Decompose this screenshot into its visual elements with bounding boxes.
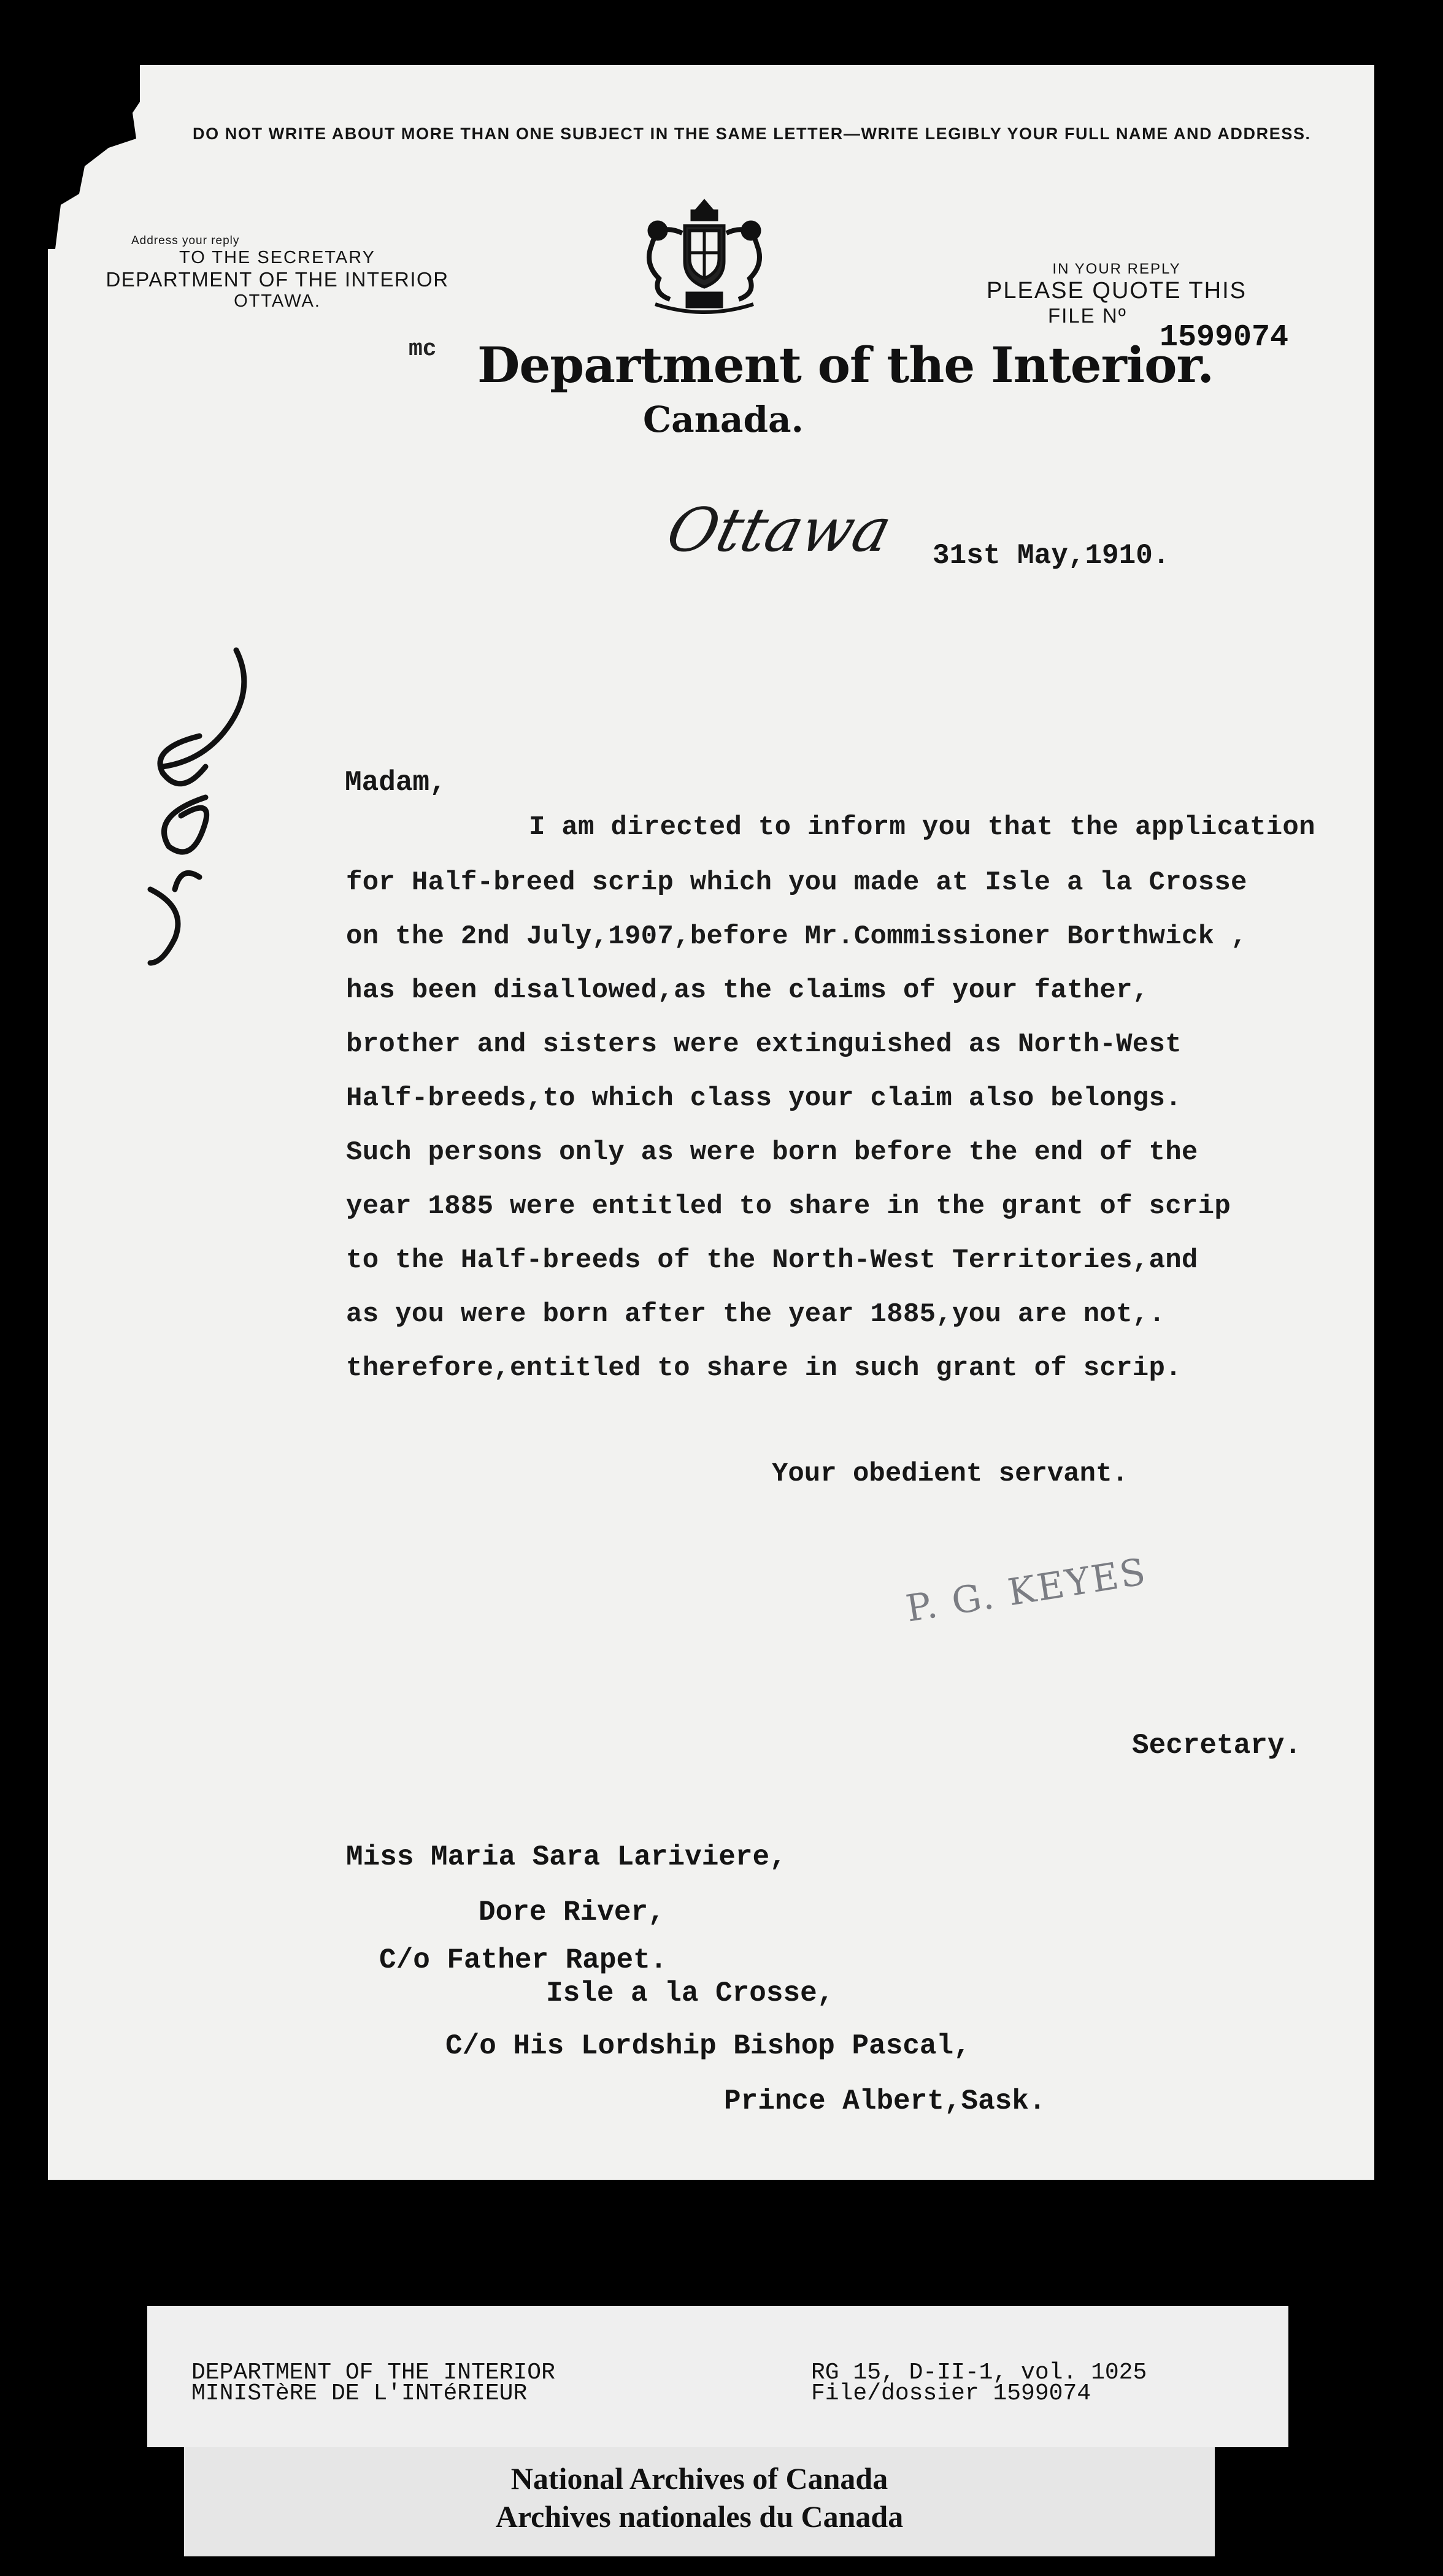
reply-notice-line: FILE Nº — [1048, 304, 1127, 327]
body-line: year 1885 were entitled to share in the grant of scrip — [346, 1191, 1231, 1222]
body-line: on the 2nd July,1907,before Mr.Commissioner Borthwick , — [346, 921, 1247, 952]
body-line: therefore,entitled to share in such grant of scrip. — [346, 1353, 1182, 1384]
recipient-line: Dore River, — [479, 1896, 665, 1928]
letter-date: 31st May,1910. — [933, 540, 1170, 572]
closing: Your obedient servant. — [772, 1459, 1128, 1489]
body-line: Half-breeds,to which class your claim also belongs. — [346, 1083, 1182, 1114]
body-line: I am directed to inform you that the application — [529, 812, 1315, 843]
archive-label-line: MINISTèRE DE L'INTéRIEUR — [191, 2380, 528, 2407]
institution-line: Archives nationales du Canada — [495, 2499, 904, 2534]
archive-reference-line: File/dossier 1599074 — [811, 2380, 1091, 2407]
top-warning: DO NOT WRITE ABOUT MORE THAN ONE SUBJECT IN THE SAME LETTER—WRITE LEGIBLY YOUR FULL NAME AND ADDRESS. — [193, 125, 1311, 143]
body-line: to the Half-breeds of the North-West Territories,and — [346, 1245, 1198, 1276]
body-line: for Half-breed scrip which you made at Isle a la Crosse — [346, 867, 1247, 898]
signature-title: Secretary. — [1132, 1730, 1302, 1761]
address-reply-line: Address your reply — [131, 234, 240, 247]
body-line: Such persons only as were born before the end of the — [346, 1137, 1198, 1168]
address-reply-line: OTTAWA. — [234, 291, 321, 311]
reply-notice-line: PLEASE QUOTE THIS — [987, 278, 1247, 304]
address-reply-line: TO THE SECRETARY — [179, 248, 375, 267]
recipient-line: Miss Maria Sara Lariviere, — [346, 1841, 787, 1873]
archive-reference-line: RG 15, D-II-1, vol. 1025 — [811, 2359, 1147, 2386]
city-script: Ottawa — [660, 496, 899, 565]
archive-label-line: DEPARTMENT OF THE INTERIOR — [191, 2359, 555, 2386]
file-number: 1599074 — [1160, 320, 1289, 355]
salutation: Madam, — [345, 767, 447, 799]
reply-notice-line: IN YOUR REPLY — [1052, 261, 1181, 277]
institution-line: National Archives of Canada — [510, 2461, 888, 2496]
archive-label-strip — [147, 2306, 1288, 2447]
recipient-line: C/o Father Rapet. — [379, 1944, 668, 1976]
handwritten-margin-mark-icon — [132, 644, 261, 969]
body-line: brother and sisters were extinguished as North-West — [346, 1029, 1182, 1060]
body-line: as you were born after the year 1885,you are not,. — [346, 1299, 1166, 1330]
address-reply-block — [106, 234, 449, 312]
recipient-line: Isle a la Crosse, — [546, 1977, 834, 2009]
archive-institution-strip — [184, 2447, 1215, 2556]
body-line: has been disallowed,as the claims of your father, — [346, 975, 1149, 1006]
royal-coat-of-arms-icon — [631, 196, 778, 319]
recipient-line: Prince Albert,Sask. — [724, 2085, 1046, 2117]
address-reply-line: DEPARTMENT OF THE INTERIOR — [106, 268, 449, 291]
country-heading: Canada. — [643, 399, 804, 440]
reply-notice-block — [969, 261, 1264, 328]
department-heading: Department of the Interior. — [477, 336, 1214, 394]
signature-stamp: P. G. KEYES — [902, 1550, 1150, 1631]
recipient-line: C/o His Lordship Bishop Pascal, — [445, 2030, 971, 2062]
typist-initials: mc — [409, 336, 437, 362]
